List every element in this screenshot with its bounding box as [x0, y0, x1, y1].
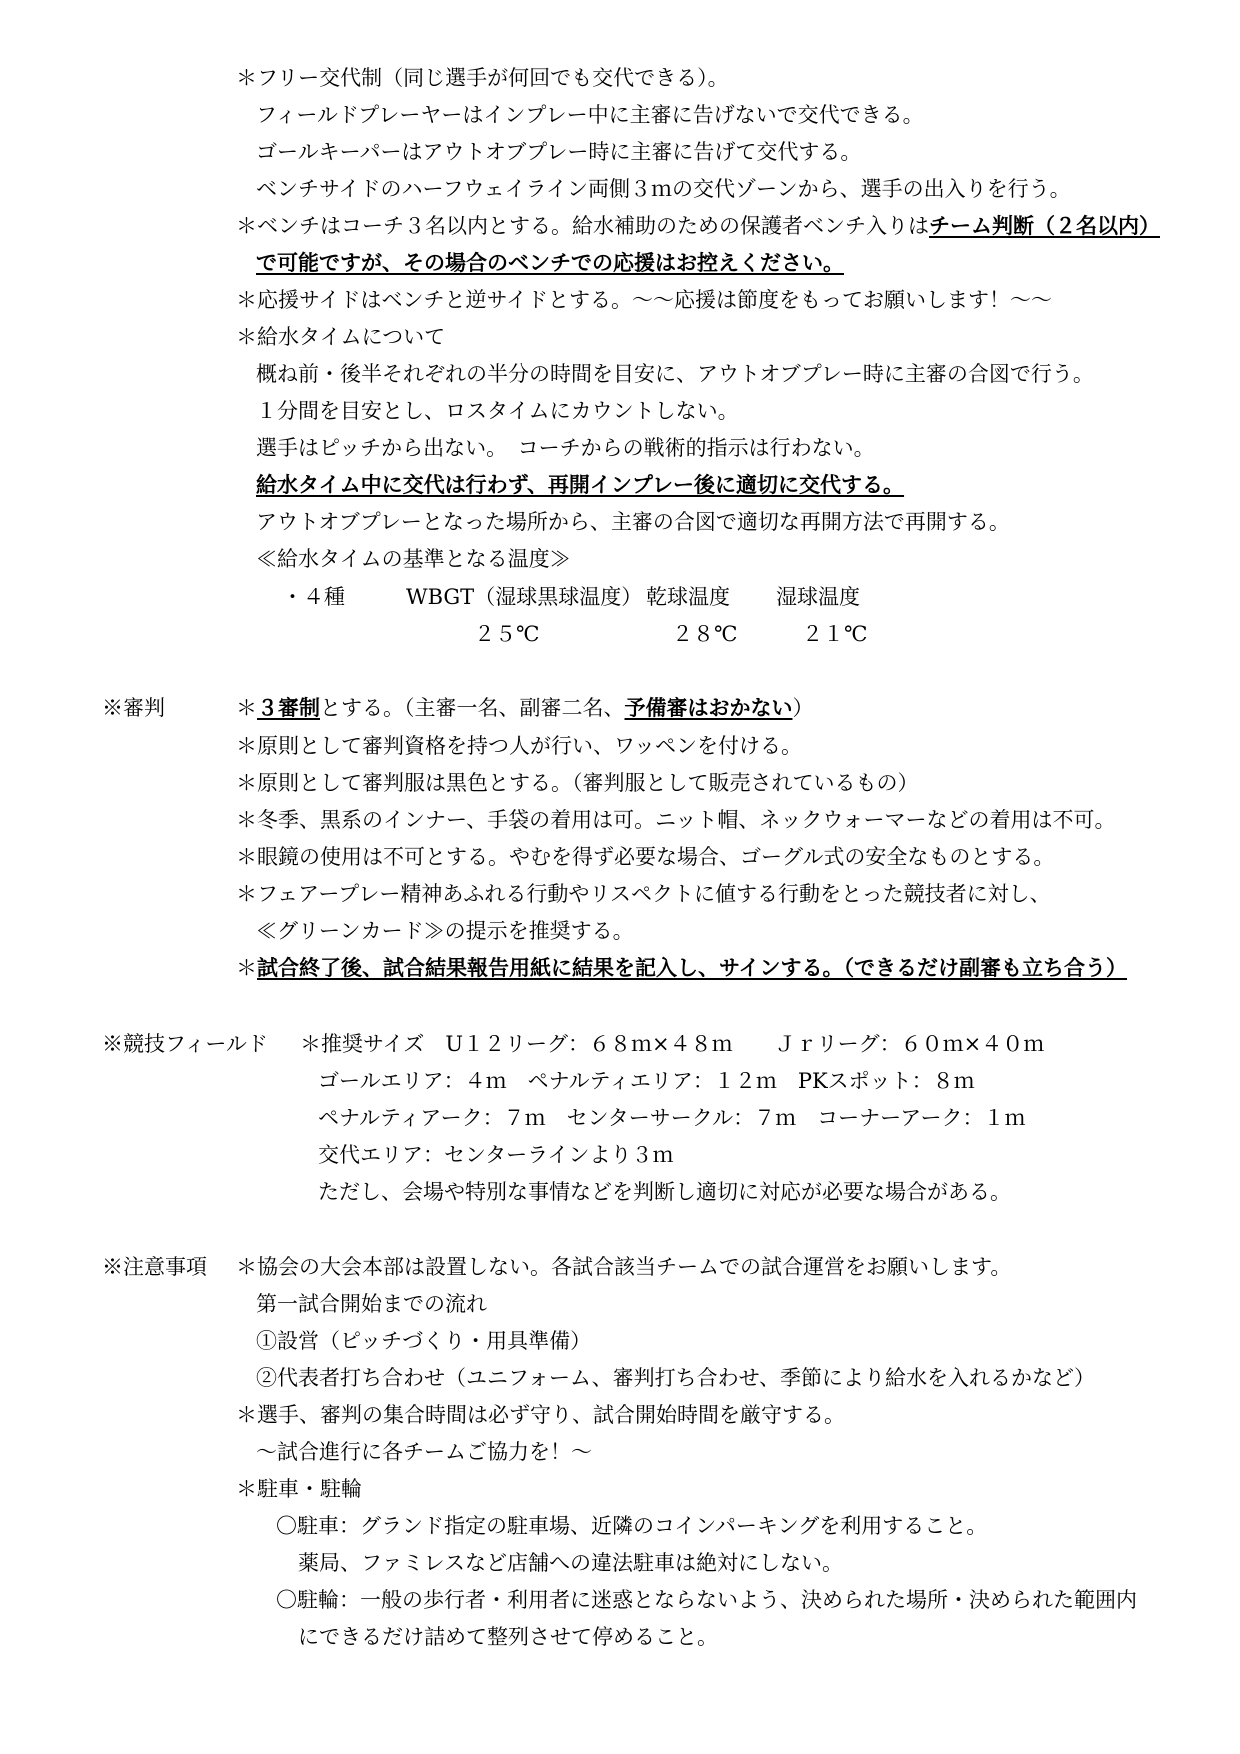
notes-no-headquarters: ＊協会の大会本部は設置しない。各試合該当チームでの試合運営をお願いします。 — [236, 1255, 1012, 1279]
referee-report-rule — [236, 953, 1127, 983]
field-exception: ただし、会場や特別な事情などを判断し適切に対応が必要な場合がある。 — [318, 1180, 1011, 1204]
notes-flow-setup: ①設営（ピッチづくり・用具準備） — [256, 1329, 592, 1353]
notes-car-parking: 〇駐車：グランド指定の駐車場、近隣のコインパーキングを利用すること。 — [276, 1514, 988, 1538]
free-sub-zone: ベンチサイドのハーフウェイライン両側３ｍの交代ゾーンから、選手の出入りを行う。 — [256, 177, 1071, 201]
referee-reserve-emphasis: 予備審はおかない — [624, 695, 793, 720]
temperature-value-dry: ２８℃ — [672, 622, 738, 646]
support-side-rule: ＊応援サイドはベンチと逆サイドとする。～～応援は節度をもってお願いします！～～ — [236, 288, 1053, 312]
notes-flow-heading: 第一試合開始までの流れ — [256, 1292, 487, 1316]
notes-parking-title: ＊駐車・駐輪 — [236, 1477, 362, 1501]
field-goal-area: ゴールエリア：４ｍ ペナルティエリア：１２ｍ PKスポット：８ｍ — [318, 1069, 975, 1093]
notes-bicycle-parking-2: にできるだけ詰めて整列させて停めること。 — [298, 1625, 718, 1649]
notes-flow-meeting: ②代表者打ち合わせ（ユニフォーム、審判打ち合わせ、季節により給水を入れるかなど） — [256, 1366, 1095, 1390]
referee-uniform: ＊原則として審判服は黒色とする。（審判服として販売されているもの） — [236, 771, 919, 795]
temperature-header-wet: 湿球温度 — [776, 585, 860, 609]
temperature-standard-heading: ≪給水タイムの基準となる温度≫ — [256, 547, 571, 571]
referee-system-emphasis: ３審制 — [257, 695, 320, 720]
temperature-category: ・４種 — [282, 585, 345, 609]
field-section-label: ※競技フィールド — [102, 1032, 268, 1056]
notes-punctuality: ＊選手、審判の集合時間は必ず守り、試合開始時間を厳守する。 — [236, 1403, 845, 1427]
temperature-value-wbgt: ２５℃ — [474, 622, 540, 646]
referee-fairplay: ＊フェアープレー精神あふれる行動やリスペクトに値する行動をとった競技者に対し、 — [236, 882, 1051, 906]
bench-rule-emphasis-2: で可能ですが、その場合のベンチでの応援はお控えください。 — [256, 250, 844, 275]
field-sub-area: 交代エリア：センターラインより３ｍ — [318, 1143, 674, 1167]
referee-qualification: ＊原則として審判資格を持つ人が行い、ワッペンを付ける。 — [236, 734, 802, 758]
field-recommended-size: ＊推奨サイズ U１２リーグ：６８ｍ×４８ｍ Ｊｒリーグ：６０ｍ×４０ｍ — [300, 1032, 1045, 1056]
referee-section-label: ※審判 — [102, 696, 165, 720]
free-sub-fieldplayer: フィールドプレーヤーはインプレー中に主審に告げないで交代できる。 — [256, 103, 924, 127]
temperature-header-dry: 乾球温度 — [646, 585, 730, 609]
notes-illegal-parking: 薬局、ファミレスなど店舗への違法駐車は絶対にしない。 — [298, 1551, 843, 1575]
free-sub-goalkeeper: ゴールキーパーはアウトオブプレー時に主審に告げて交代する。 — [256, 140, 862, 164]
bench-rule-text: ＊ベンチはコーチ３名以内とする。給水補助のための保護者ベンチ入りは — [236, 214, 929, 238]
notes-bicycle-parking: 〇駐輪：一般の歩行者・利用者に迷惑とならないよう、決められた場所・決められた範囲内 — [276, 1588, 1137, 1612]
notes-cooperation: ～試合進行に各チームご協力を！～ — [256, 1440, 592, 1464]
water-break-timing: 概ね前・後半それぞれの半分の時間を目安に、アウトオブプレー時に主審の合図で行う。 — [256, 362, 1094, 386]
bench-rule — [236, 211, 1160, 241]
free-sub-rule: ＊フリー交代制（同じ選手が何回でも交代できる）。 — [236, 66, 729, 90]
water-break-title: ＊給水タイムについて — [236, 325, 446, 349]
temperature-value-wet: ２１℃ — [802, 622, 868, 646]
temperature-header-wbgt: WBGT（湿球黒球温度） — [406, 585, 643, 609]
bench-rule-emphasis: チーム判断（２名以内） — [929, 213, 1160, 238]
referee-report-emphasis: 試合終了後、試合結果報告用紙に結果を記入し、サインする。（できるだけ副審も立ち合う） — [257, 955, 1128, 980]
referee-system-close: ） — [792, 696, 814, 720]
water-break-players: 選手はピッチから出ない。 コーチからの戦術的指示は行わない。 — [256, 436, 875, 460]
water-break-duration: １分間を目安とし、ロスタイムにカウントしない。 — [256, 399, 739, 423]
referee-report-bullet: ＊ — [236, 956, 257, 980]
referee-system-rule — [236, 693, 814, 723]
referee-system-text: とする。（主審一名、副審二名、 — [320, 696, 625, 720]
referee-winter-wear: ＊冬季、黒系のインナー、手袋の着用は可。ニット帽、ネックウォーマーなどの着用は不可。 — [236, 808, 1116, 832]
field-arcs: ペナルティアーク：７ｍ センターサークル：７ｍ コーナーアーク：１ｍ — [318, 1106, 1026, 1130]
water-break-restart: アウトオブプレーとなった場所から、主審の合図で適切な再開方法で再開する。 — [256, 510, 1010, 534]
referee-glasses: ＊眼鏡の使用は不可とする。やむを得ず必要な場合、ゴーグル式の安全なものとする。 — [236, 845, 1055, 869]
referee-system-bullet: ＊ — [236, 696, 257, 720]
referee-green-card: ≪グリーンカード≫の提示を推奨する。 — [256, 919, 634, 943]
notes-section-label: ※注意事項 — [102, 1255, 207, 1279]
water-break-substitution: 給水タイム中に交代は行わず、再開インプレー後に適切に交代する。 — [256, 472, 905, 497]
